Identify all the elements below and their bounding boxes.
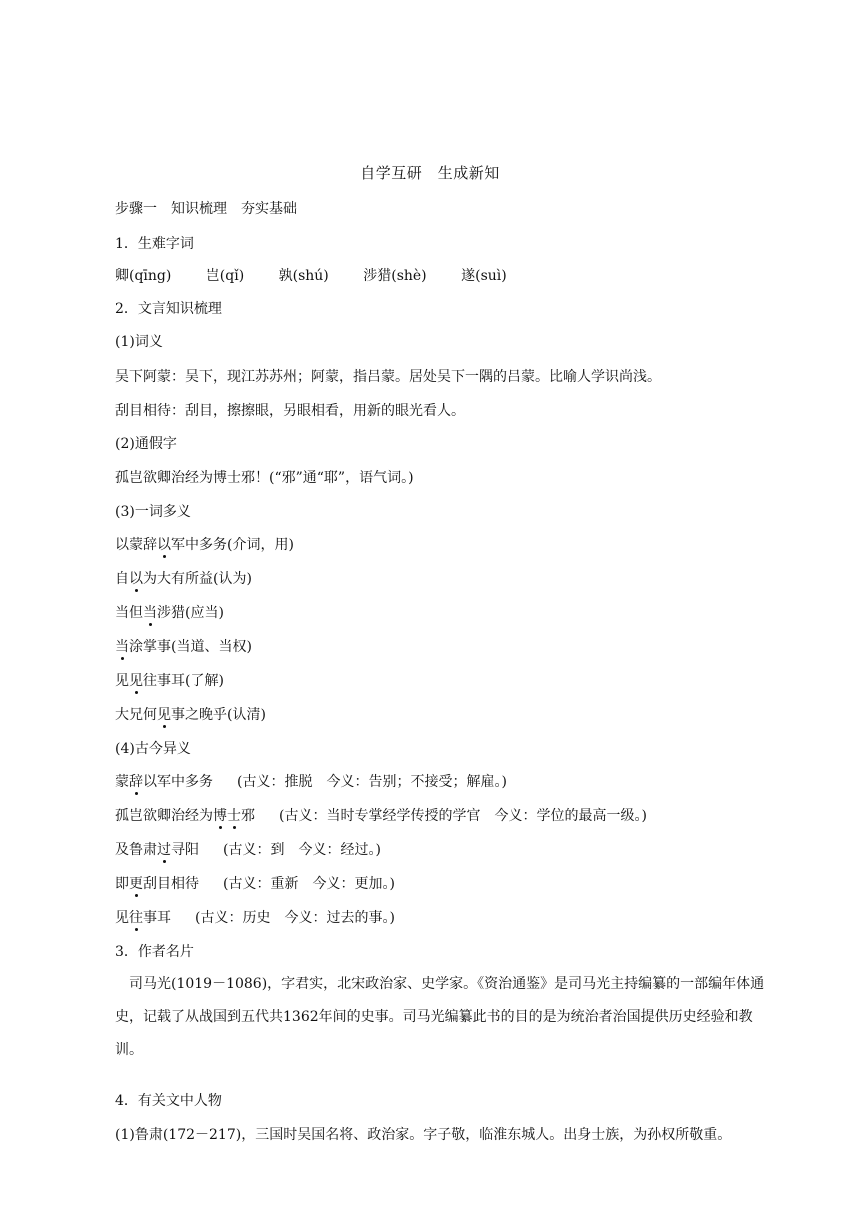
character-item: (1)鲁肃(172－217)，三国时吴国名将、政治家。字子敬，临淮东城人。出身士族，为孙权所敬重。 — [115, 1127, 732, 1143]
polysemy-item: 自以为大有所益(认为) — [115, 571, 252, 587]
ancient-modern-item: 见往事耳 (古义：历史 今义：过去的事。) — [115, 910, 395, 926]
author-paragraph: 司马光(1019－1086)，字君实，北宋政治家、史学家。《资治通鉴》是司马光主持编纂的一部编年体通史，记载了从战国到五代共1362年间的史事。司马光编纂此书的目的是为统治者治国提供历史经验和教训。 — [115, 976, 765, 1058]
heading-new-words: 1．生难字词 — [115, 236, 194, 252]
subheading-tongjia: (2)通假字 — [115, 436, 177, 452]
word-list — [115, 269, 507, 283]
word-item: 孰(shú) — [278, 268, 329, 284]
step-heading: 步骤一 知识梳理 夯实基础 — [115, 201, 297, 217]
meaning-item: 刮目相待：刮目，擦擦眼，另眼相看，用新的眼光看人。 — [115, 403, 465, 419]
ancient-modern-item: 蒙辞以军中多务 (古义：推脱 今义：告别；不接受；解雇。) — [115, 774, 507, 790]
emphasis-dot-char: 见 — [129, 673, 143, 689]
emphasis-dot-char: 往 — [129, 910, 143, 926]
emphasis-dot-char: 见 — [157, 707, 171, 723]
ancient-modern-item: 及鲁肃过寻阳 (古义：到 今义：经过。) — [115, 842, 381, 858]
section-title: 自学互研 生成新知 — [360, 164, 500, 182]
heading-characters: 4．有关文中人物 — [115, 1093, 222, 1109]
emphasis-dot-char: 以 — [157, 537, 171, 553]
polysemy-item: 大兄何见事之晚乎(认清) — [115, 707, 266, 723]
tongjia-item: 孤岂欲卿治经为博士邪！(“邪”通“耶”，语气词。) — [115, 470, 414, 486]
polysemy-item: 以蒙辞以军中多务(介词，用) — [115, 537, 294, 553]
polysemy-item: 当但当涉猎(应当) — [115, 605, 224, 621]
meaning-item: 吴下阿蒙：吴下，现江苏苏州；阿蒙，指吕蒙。居处吴下一隅的吕蒙。比喻人学识尚浅。 — [115, 369, 661, 385]
emphasis-dot-char: 当 — [143, 605, 157, 621]
emphasis-dot-char: 当 — [115, 639, 129, 655]
word-item: 涉猎(shè) — [363, 268, 427, 284]
emphasis-dot-char: 以 — [129, 571, 143, 587]
emphasis-dot-char: 过 — [157, 842, 171, 858]
ancient-modern-item: 孤岂欲卿治经为博士邪 (古义：当时专掌经学传授的学官 今义：学位的最高一级。) — [115, 808, 647, 824]
word-item: 岂(qǐ) — [205, 268, 245, 284]
heading-classical-knowledge: 2．文言知识梳理 — [115, 301, 222, 317]
emphasis-dot-char: 更 — [129, 876, 143, 892]
word-item: 卿(qīng) — [115, 268, 172, 284]
emphasis-dot-char: 博 — [213, 808, 227, 824]
polysemy-item: 见见往事耳(了解) — [115, 673, 224, 689]
ancient-modern-item: 即更刮目相待 (古义：重新 今义：更加。) — [115, 876, 395, 892]
emphasis-dot-char: 辞 — [129, 774, 143, 790]
emphasis-dot-char: 士 — [227, 808, 241, 824]
polysemy-item: 当涂掌事(当道、当权) — [115, 639, 252, 655]
word-item: 遂(suì) — [461, 268, 507, 284]
subheading-ancient-modern: (4)古今异义 — [115, 741, 191, 757]
subheading-word-meaning: (1)词义 — [115, 334, 163, 350]
heading-author-card: 3．作者名片 — [115, 944, 194, 960]
subheading-polysemy: (3)一词多义 — [115, 504, 191, 520]
